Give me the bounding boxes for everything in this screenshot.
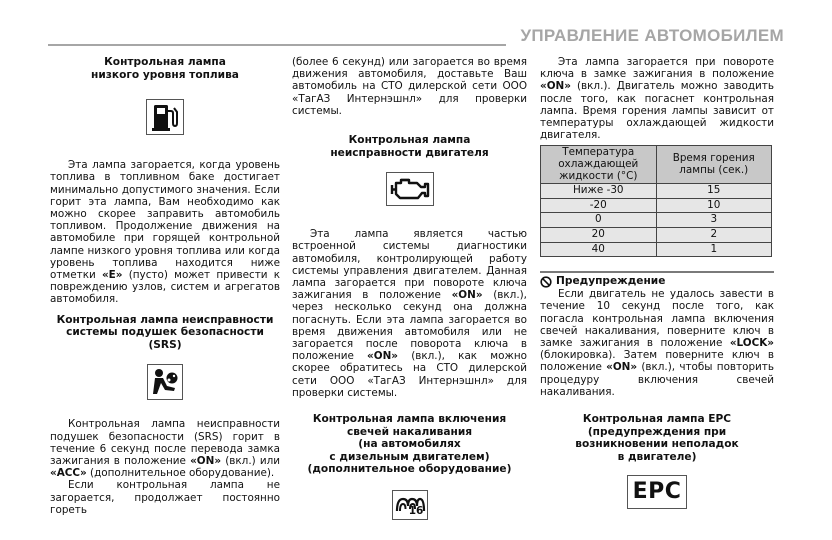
srs-lamp-text-2: Если контрольная лампа не загорается, продолжает постоянно гореть bbox=[50, 479, 280, 516]
page-number: 16 bbox=[408, 505, 424, 517]
srs-continued-text: (более 6 секунд) или загорается во время движения автомобиля, доставьте Ваш автомобиль на СТО дилерской сети ООО «ТагАЗ Интернэшнл» для проверки системы. bbox=[292, 56, 527, 117]
srs-lamp-heading: Контрольная лампа неисправности системы подушек безопасности (SRS) bbox=[56, 313, 274, 351]
table-row: 20 2 bbox=[541, 227, 772, 242]
table-row: 0 3 bbox=[541, 213, 772, 228]
epc-lamp-heading: Контрольная лампа EPC (предупреждения при возникновении неполадок в двигателе) bbox=[575, 413, 739, 463]
airbag-passenger-icon bbox=[147, 364, 183, 400]
table-header-row bbox=[541, 146, 772, 184]
epc-icon: EPC bbox=[627, 475, 688, 509]
table-row: 40 1 bbox=[541, 242, 772, 257]
table-row: Ниже -30 15 bbox=[541, 184, 772, 199]
srs-lamp-text: Контрольная лампа неисправности подушек безопасности (SRS) горит в течение 6 секунд после перевода замка зажигания в положение «ON» (вкл.) или «ACC» (дополнительное оборудование). bbox=[50, 418, 280, 480]
engine-lamp-heading: Контрольная лампа неисправности двигателя bbox=[330, 134, 489, 159]
warning-text: Если двигатель не удалось завести в течение 10 секунд после того, как погасла контрольная лампа включения свечей накаливания, поверните ключ в замке зажигания в положение «LOCK» (блокировка). Затем поверните ключ в положение «ON» (вкл.), чтобы повторить процедуру включения свечей накаливания. bbox=[540, 288, 774, 398]
glow-plug-lamp-text: Эта лампа загорается при повороте ключа в замке зажигания в положение «ON» (вкл.). Двигатель можно заводить после того, как погаснет контрольная лампа. Время горения лампы зависит от температуры охлаждающей жидкости двигателя. bbox=[540, 56, 774, 142]
page-header bbox=[48, 26, 784, 46]
fuel-lamp-text: Эта лампа загорается, когда уровень топлива в топливном баке достигает минимально допустимого значения. Если горит эта лампа, Вам необходимо как можно скорее заправить автомобиль топливом. Продолжение движения на автомобиле при горящей контрольной лампе низкого уровня топлива или когда уровень топлива находится ниже отметки «E» (пусто) может привести к повреждению узлов, систем и агрегатов автомобиля. bbox=[50, 159, 280, 306]
engine-lamp-icon-box bbox=[292, 162, 527, 216]
fuel-pump-icon bbox=[146, 99, 184, 135]
check-engine-icon bbox=[386, 172, 434, 206]
column-right bbox=[540, 56, 774, 515]
table-header-time: Время горения лампы (сек.) bbox=[656, 146, 772, 184]
srs-lamp-icon-box bbox=[50, 354, 280, 410]
header-title: УПРАВЛЕНИЕ АВТОМОБИЛЕМ bbox=[506, 26, 784, 46]
table-header-temperature: Температура охлаждающей жидкости (°C) bbox=[541, 146, 657, 184]
table-row: -20 10 bbox=[541, 198, 772, 213]
warning-title: Предупреждение bbox=[540, 275, 774, 288]
glow-plug-lamp-heading: Контрольная лампа включения свечей накаливания (на автомобилях с дизельным двигателем) (дополнительное оборудование) bbox=[307, 413, 512, 476]
warning-box bbox=[540, 271, 774, 398]
glow-time-table bbox=[540, 145, 772, 257]
engine-lamp-text: Эта лампа является частью встроенной системы диагностики автомобиля, контролирующей работу системы управления двигателем. Данная лампа загорается при повороте ключа зажигания в положение «ON» (вкл.), через несколько секунд она должна погаснуть. Если эта лампа загорается во время движения автомобиля или не загорается после поворота ключа в положение «ON» (вкл.), как можно скорее обратитесь на СТО дилерской сети ООО «ТагАЗ Интернэшнл» для проверки системы. bbox=[292, 228, 527, 399]
prohibition-icon bbox=[540, 276, 552, 288]
fuel-lamp-heading: Контрольная лампа низкого уровня топлива bbox=[91, 56, 239, 81]
column-middle bbox=[292, 56, 527, 530]
fuel-lamp-icon-box bbox=[50, 85, 280, 149]
column-left bbox=[50, 56, 280, 516]
